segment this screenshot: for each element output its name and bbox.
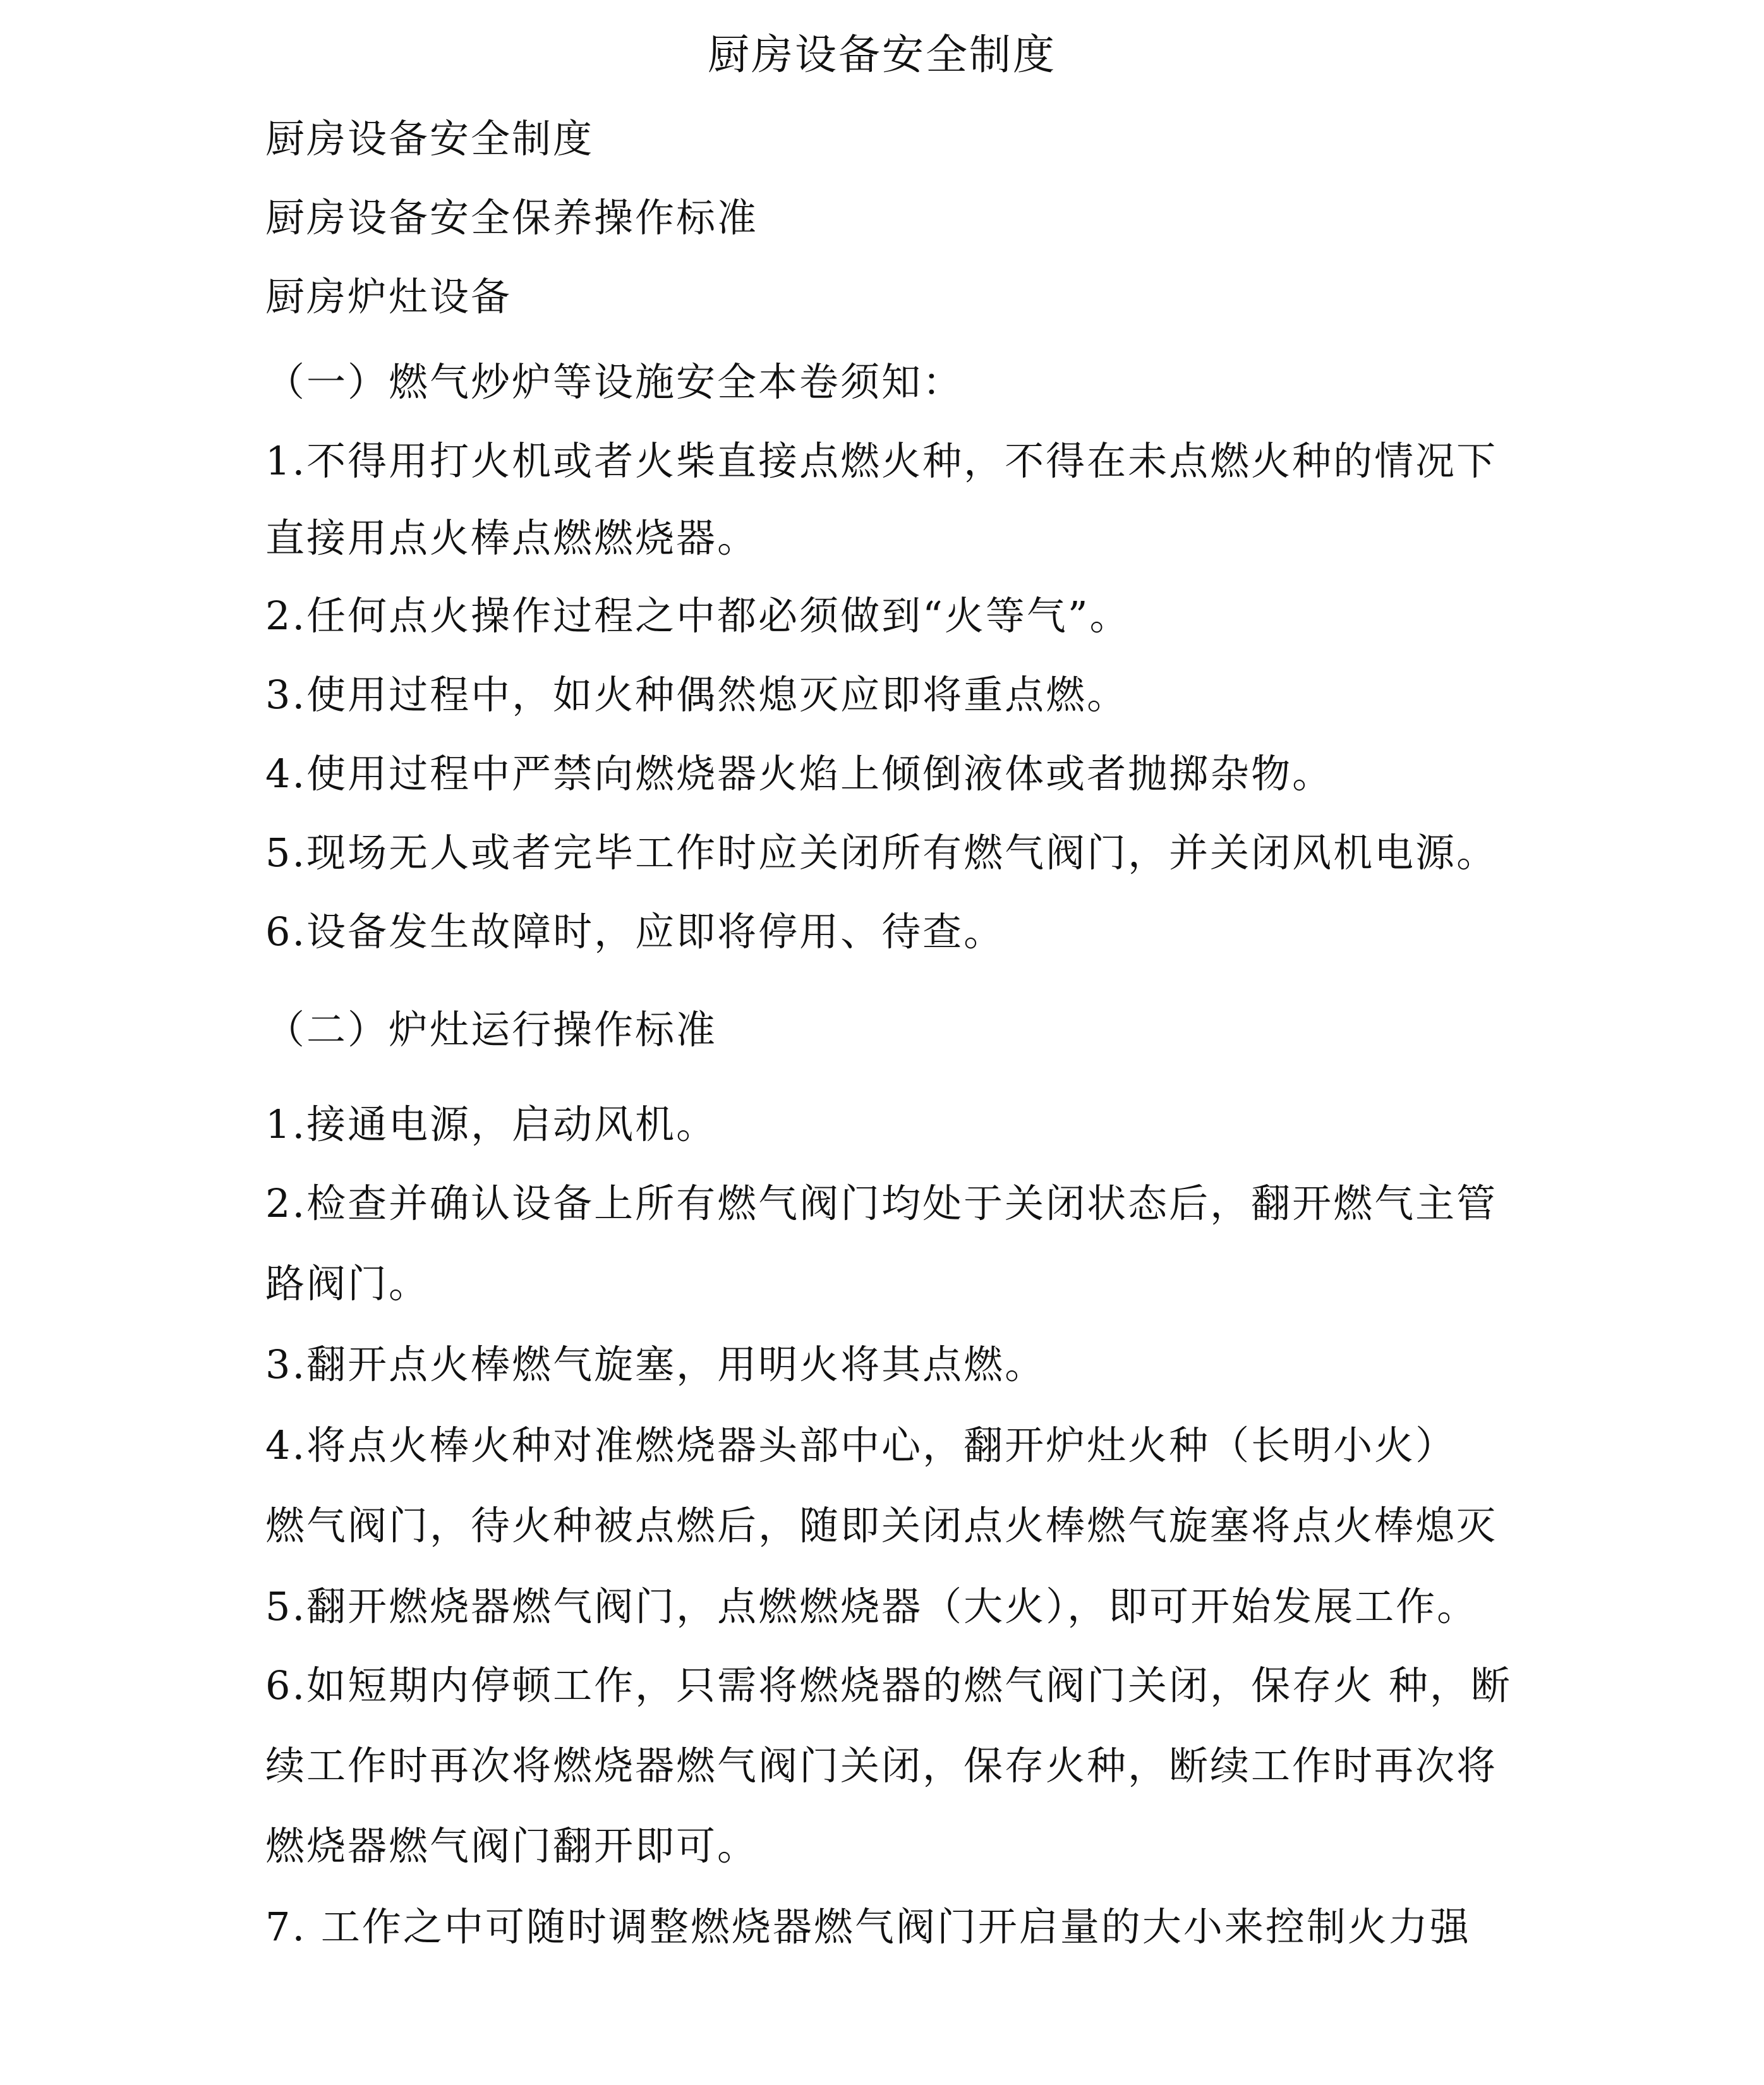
paragraph-line: 2.检查并确认设备上所有燃气阀门均处于关闭状态后，翻开燃气主管 [265,1180,1498,1226]
section-heading: 厨房炉灶设备 [265,274,512,320]
paragraph-line: 燃烧器燃气阀门翻开即可。 [265,1823,759,1869]
paragraph-line: 3.使用过程中，如火种偶然熄灭应即将重点燃。 [265,672,1128,718]
subsection-heading: （一）燃气炒炉等设施安全本卷须知： [265,359,964,405]
subsection-heading: （二）炉灶运行操作标准 [265,1006,718,1053]
document-title: 厨房设备安全制度 [708,30,1056,79]
paragraph-line: 7. 工作之中可随时调整燃烧器燃气阀门开启量的大小来控制火力强 [265,1904,1471,1950]
paragraph-line: 2.任何点火操作过程之中都必须做到“火等气”。 [265,593,1131,639]
paragraph-line: 燃气阀门，待火种被点燃后，随即关闭点火棒燃气旋塞将点火棒熄灭 [265,1502,1498,1549]
paragraph-line: 5.现场无人或者完毕工作时应关闭所有燃气阀门，并关闭风机电源。 [265,830,1498,876]
paragraph-line: 6.如短期内停顿工作，只需将燃烧器的燃气阀门关闭，保存火 种，断 [265,1662,1512,1708]
subtitle-line: 厨房设备安全保养操作标准 [265,195,759,241]
paragraph-line: 直接用点火棒点燃燃烧器。 [265,515,759,561]
paragraph-line: 续工作时再次将燃烧器燃气阀门关闭，保存火种，断续工作时再次将 [265,1743,1498,1789]
paragraph-line: 5.翻开燃烧器燃气阀门，点燃燃烧器（大火），即可开始发展工作。 [265,1583,1478,1629]
paragraph-line: 4.使用过程中严禁向燃烧器火焰上倾倒液体或者抛掷杂物。 [265,751,1334,797]
paragraph-line: 6.设备发生故障时，应即将停用、待查。 [265,909,1005,955]
paragraph-line: 1.不得用打火机或者火柴直接点燃火种，不得在未点燃火种的情况下 [265,438,1498,484]
paragraph-line: 1.接通电源，启动风机。 [265,1101,718,1147]
paragraph-line: 路阀门。 [265,1260,430,1307]
paragraph-line: 4.将点火棒火种对准燃烧器头部中心，翻开炉灶火种（长明小火） [265,1422,1457,1468]
paragraph-line: 3.翻开点火棒燃气旋塞，用明火将其点燃。 [265,1341,1046,1387]
subtitle-line: 厨房设备安全制度 [265,116,595,162]
